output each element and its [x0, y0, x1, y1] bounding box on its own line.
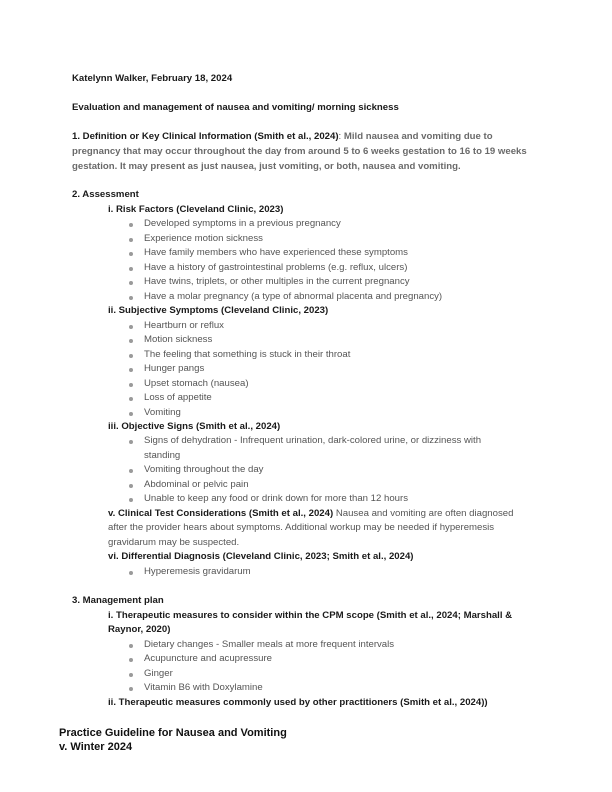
- therapeutic-measures-heading-2: Raynor, 2020): [108, 624, 171, 635]
- bullet-icon: [129, 484, 133, 488]
- list-item: Have family members who have experienced these symptoms: [144, 247, 408, 258]
- definition-line-1: [72, 130, 493, 144]
- list-item: Abdominal or pelvic pain: [144, 479, 249, 490]
- bullet-icon: [129, 354, 133, 358]
- document-title: Evaluation and management of nausea and vomiting/ morning sickness: [72, 102, 399, 113]
- bullet-icon: [129, 571, 133, 575]
- definition-text-1: Mild nausea and vomiting due to: [341, 131, 493, 142]
- bullet-icon: [129, 498, 133, 502]
- list-item: The feeling that something is stuck in their throat: [144, 349, 351, 360]
- clinical-test-text-2: after the provider hears about symptoms. Additional workup may be needed if hyperemesis: [108, 522, 495, 533]
- list-item: Acupuncture and acupressure: [144, 653, 272, 664]
- differential-diagnosis-heading: vi. Differential Diagnosis (Cleveland Clinic, 2023; Smith et al., 2024): [108, 551, 414, 562]
- bullet-icon: [129, 397, 133, 401]
- bullet-icon: [129, 687, 133, 691]
- bullet-icon: [129, 281, 133, 285]
- bullet-icon: [129, 325, 133, 329]
- list-item: Have twins, triplets, or other multiples in the current pregnancy: [144, 276, 410, 287]
- subjective-symptoms-heading: ii. Subjective Symptoms (Cleveland Clinic, 2023): [108, 305, 329, 316]
- list-item-continued: standing: [144, 450, 181, 461]
- list-item: Dietary changes - Smaller meals at more frequent intervals: [144, 639, 395, 650]
- definition-heading: 1. Definition or Key Clinical Information (Smith et al., 2024): [72, 131, 339, 142]
- bullet-icon: [129, 267, 133, 271]
- clinical-test-heading: v. Clinical Test Considerations (Smith et al., 2024): [108, 508, 334, 519]
- list-item: Motion sickness: [144, 334, 213, 345]
- definition-text-3: gestation. It may present as just nausea, just vomiting, or both, nausea and vomiting.: [72, 161, 461, 172]
- list-item: Upset stomach (nausea): [144, 378, 249, 389]
- therapeutic-measures-heading-1: i. Therapeutic measures to consider within the CPM scope (Smith et al., 2024; Marshall &: [108, 610, 513, 621]
- bullet-icon: [129, 440, 133, 444]
- bullet-icon: [129, 339, 133, 343]
- footer-version: v. Winter 2024: [59, 741, 133, 753]
- list-item: Loss of appetite: [144, 392, 212, 403]
- risk-factors-heading: i. Risk Factors (Cleveland Clinic, 2023): [108, 204, 284, 215]
- assessment-heading: 2. Assessment: [72, 189, 139, 200]
- clinical-test-text-1: Nausea and vomiting are often diagnosed: [333, 508, 514, 519]
- definition-colon: :: [338, 131, 342, 142]
- bullet-icon: [129, 368, 133, 372]
- list-item: Developed symptoms in a previous pregnancy: [144, 218, 341, 229]
- management-heading: 3. Management plan: [72, 595, 164, 606]
- list-item: Vomiting throughout the day: [144, 464, 264, 475]
- list-item: Have a history of gastrointestinal problems (e.g. reflux, ulcers): [144, 262, 408, 273]
- bullet-icon: [129, 658, 133, 662]
- bullet-icon: [129, 412, 133, 416]
- bullet-icon: [129, 238, 133, 242]
- list-item: Vitamin B6 with Doxylamine: [144, 682, 263, 693]
- objective-signs-heading: iii. Objective Signs (Smith et al., 2024): [108, 421, 281, 432]
- bullet-icon: [129, 223, 133, 227]
- definition-text-2: pregnancy that may occur throughout the day from around 5 to 6 weeks gestation to 16 to 19 weeks: [72, 146, 527, 157]
- author-date: Katelynn Walker, February 18, 2024: [72, 73, 233, 84]
- clinical-test-text-3: gravidarum may be suspected.: [108, 537, 240, 548]
- list-item: Experience motion sickness: [144, 233, 263, 244]
- bullet-icon: [129, 644, 133, 648]
- bullet-icon: [129, 469, 133, 473]
- bullet-icon: [129, 383, 133, 387]
- list-item: Heartburn or reflux: [144, 320, 224, 331]
- list-item: Signs of dehydration - Infrequent urination, dark-colored urine, or dizziness with: [144, 435, 482, 446]
- list-item: Ginger: [144, 668, 173, 679]
- clinical-test-line-1: [108, 507, 513, 521]
- other-practitioners-heading: ii. Therapeutic measures commonly used by other practitioners (Smith et al., 2024)): [108, 697, 488, 708]
- list-item: Hyperemesis gravidarum: [144, 566, 251, 577]
- list-item: Unable to keep any food or drink down for more than 12 hours: [144, 493, 408, 504]
- footer-title: Practice Guideline for Nausea and Vomiting: [59, 727, 287, 739]
- list-item: Hunger pangs: [144, 363, 205, 374]
- list-item: Vomiting: [144, 407, 181, 418]
- bullet-icon: [129, 252, 133, 256]
- bullet-icon: [129, 673, 133, 677]
- bullet-icon: [129, 296, 133, 300]
- list-item: Have a molar pregnancy (a type of abnormal placenta and pregnancy): [144, 291, 443, 302]
